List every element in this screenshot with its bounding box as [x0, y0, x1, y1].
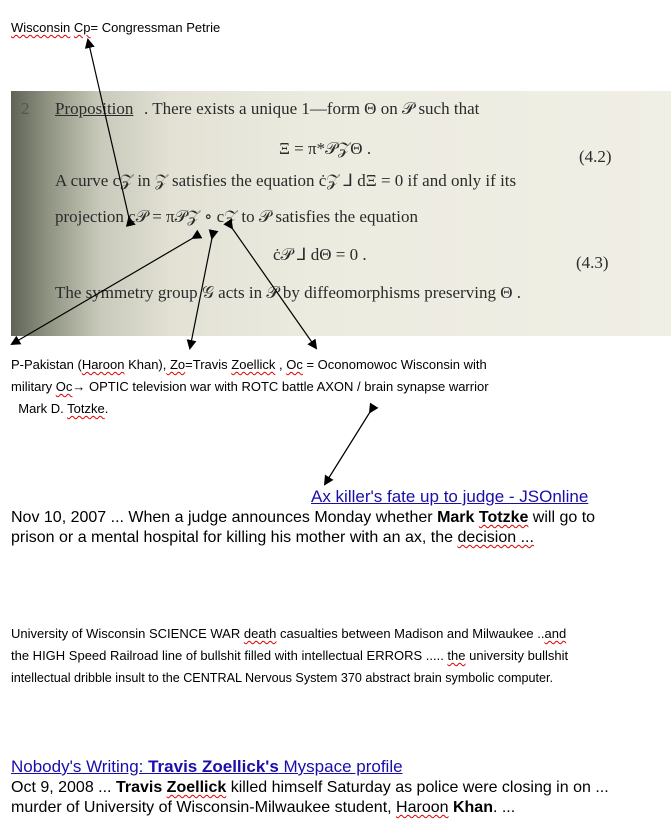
- scanned-page-excerpt: [11, 91, 671, 336]
- word-cp: Cp: [73, 20, 91, 35]
- scan-equation-2-number: (4.3): [576, 253, 609, 272]
- text[interactable]: Nobody's Writing:: [11, 757, 149, 776]
- text: Mark D.: [18, 401, 68, 416]
- note-bottom-line-1: [11, 623, 566, 645]
- word-death: death: [243, 626, 277, 641]
- note-top-rest: = Congressman Petrie: [90, 20, 221, 35]
- result-1-snippet-line-2: [11, 528, 534, 548]
- word-and: and: [544, 626, 567, 641]
- text: → OPTIC television war with ROTC battle AXON / brain synapse warrior: [72, 379, 489, 394]
- result-1-snippet-line-1: [11, 508, 595, 528]
- text: Khan),: [124, 357, 167, 372]
- scan-section-number: 2: [21, 99, 30, 118]
- keyword-totzke: Totzke: [478, 509, 529, 526]
- word-oc: Oc: [286, 357, 303, 372]
- scan-proposition: Proposition: [55, 99, 134, 118]
- arrow-axon: [325, 412, 370, 484]
- text: .: [104, 401, 109, 416]
- note-bottom-line-2: [11, 645, 568, 667]
- text: . ...: [492, 799, 516, 816]
- keyword-mark: Mark: [437, 509, 475, 526]
- note-mid-line-3: [11, 398, 108, 420]
- text[interactable]: Myspace profile: [278, 757, 403, 776]
- result-2-snippet-line-2: [11, 798, 515, 818]
- text: P-Pakistan (: [11, 357, 82, 372]
- note-bottom-line-3: intellectual dribble insult to the CENTRAL Nervous System 370 abstract brain symbolic computer.: [11, 671, 554, 685]
- text: Oct 9, 2008 ...: [11, 779, 116, 796]
- keyword-travis-zoellick[interactable]: Travis Zoellick's: [148, 757, 279, 776]
- word-haroon: Haroon: [81, 357, 125, 372]
- scan-line-2: A curve c𝒵 in 𝒵 satisfies the equation ċ𝒵 ⅃ dΞ = 0 if and only if its: [55, 171, 517, 190]
- keyword-khan: Khan: [452, 799, 493, 816]
- note-mid-line-2: [11, 376, 489, 398]
- scan-equation-1-number: (4.2): [579, 147, 612, 166]
- text: killed himself Saturday as police were closing in on ...: [226, 779, 609, 796]
- scan-equation-1: Ξ = π*𝒫𝒵Θ .: [279, 139, 372, 158]
- note-mid-line-1: [11, 354, 487, 376]
- word-oc: Oc: [55, 379, 73, 394]
- scan-equation-2: ċ𝒫 ⅃ dΘ = 0 .: [273, 245, 367, 264]
- word-zoellick: Zoellick: [231, 357, 276, 372]
- text: =Travis: [185, 357, 232, 372]
- scan-line-3: projection c𝒫 = π𝒫𝒵 ∘ c𝒵 to 𝒫 satisfies the equation: [55, 207, 418, 226]
- text: university bullshit: [465, 648, 569, 663]
- text: Nov 10, 2007 ... When a judge announces Monday whether: [11, 509, 438, 526]
- keyword-zoellick: Zoellick: [166, 779, 227, 796]
- result-2-title-link[interactable]: [11, 757, 403, 777]
- result-1-title-link[interactable]: Ax killer's fate up to judge - JSOnline: [311, 487, 589, 506]
- text: = Oconomowoc Wisconsin with: [302, 357, 487, 372]
- text: casualties between Madison and Milwaukee ..: [276, 626, 545, 641]
- word-haroon: Haroon: [396, 799, 449, 816]
- text: University of Wisconsin SCIENCE WAR: [11, 626, 244, 641]
- result-2-snippet-line-1: [11, 778, 609, 798]
- scan-line-1: . There exists a unique 1—form Θ on 𝒫 such that: [144, 99, 480, 118]
- text: military: [11, 379, 56, 394]
- word-decision: decision ...: [457, 529, 534, 546]
- word-zo: Zo: [166, 357, 186, 372]
- text: murder of University of Wisconsin-Milwaukee student,: [11, 799, 397, 816]
- scan-line-4: The symmetry group 𝒢 acts in 𝒫 by diffeomorphisms preserving Θ .: [55, 283, 521, 302]
- text: will go to: [528, 509, 596, 526]
- text: the HIGH Speed Railroad line of bullshit filled with intellectual ERRORS .....: [11, 648, 448, 663]
- keyword-travis: Travis: [115, 779, 163, 796]
- word-totzke: Totzke: [67, 401, 105, 416]
- word-wisconsin: Wisconsin: [11, 20, 71, 35]
- text: ,: [275, 357, 287, 372]
- word-the: the: [447, 648, 466, 663]
- note-top: [11, 17, 220, 39]
- text: prison or a mental hospital for killing his mother with an ax, the: [11, 529, 458, 546]
